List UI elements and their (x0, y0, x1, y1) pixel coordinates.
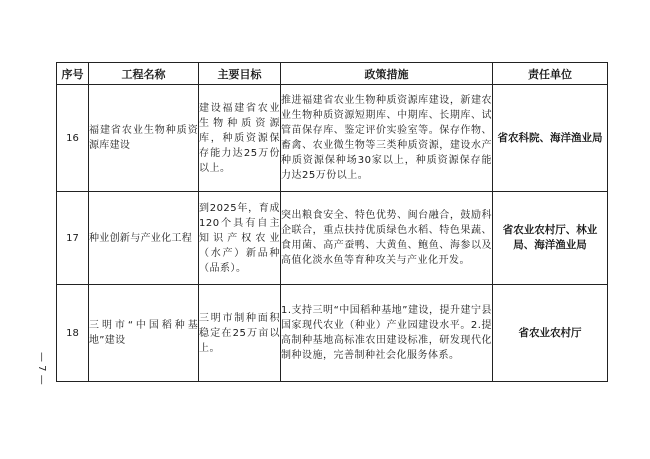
header-responsible-unit: 责任单位 (493, 63, 608, 85)
row-index: 17 (57, 192, 89, 285)
row-main-goal: 建设福建省农业生物种质资源库，种质资源保存能力达25万份以上。 (199, 85, 281, 192)
row-responsible-unit: 省农业农村厅 (493, 285, 608, 382)
row-policy-measures: 突出粮食安全、特色优势、闽台融合，鼓励科企联合，重点扶持优质绿色水稻、特色果蔬、食用菌、高产蚕鸭、大黄鱼、鲍鱼、海参以及高值化淡水鱼等育种攻关与产业化开发。 (281, 192, 493, 285)
header-index: 序号 (57, 63, 89, 85)
row-responsible-unit: 省农科院、海洋渔业局 (493, 85, 608, 192)
row-index: 16 (57, 85, 89, 192)
table-row (57, 85, 608, 192)
header-main-goal: 主要目标 (199, 63, 281, 85)
row-main-goal: 到2025年，育成120个具有自主知识产权农业（水产）新品种（品系）。 (199, 192, 281, 285)
row-policy-measures: 推进福建省农业生物种质资源库建设，新建农业生物种质资源短期库、中期库、长期库、试管苗保存库、鉴定评价实验室等。保存作物、畜禽、农业微生物等三类种质资源，建设水产种质资源保种场30家以上，种质资源保存能力达25万份以上。 (281, 85, 493, 192)
header-policy-measures: 政策措施 (281, 63, 493, 85)
table-row (57, 192, 608, 285)
row-responsible-unit: 省农业农村厅、林业局、海洋渔业局 (493, 192, 608, 285)
table-row (57, 285, 608, 382)
table-header-row (57, 63, 608, 85)
page-number: — 7 — (36, 352, 47, 385)
header-project-name: 工程名称 (89, 63, 199, 85)
row-main-goal: 三明市制种面积稳定在25万亩以上。 (199, 285, 281, 382)
row-project-name: 种业创新与产业化工程 (89, 192, 199, 285)
row-project-name: 福建省农业生物种质资源库建设 (89, 85, 199, 192)
row-project-name: 三明市“中国稻种基地”建设 (89, 285, 199, 382)
row-policy-measures: 1.支持三明“中国稻种基地”建设，提升建宁县国家现代农业（种业）产业园建设水平。2.提高制种基地高标准农田建设标准，研发现代化制种设施，完善制种社会化服务体系。 (281, 285, 493, 382)
project-table (56, 62, 608, 382)
row-index: 18 (57, 285, 89, 382)
